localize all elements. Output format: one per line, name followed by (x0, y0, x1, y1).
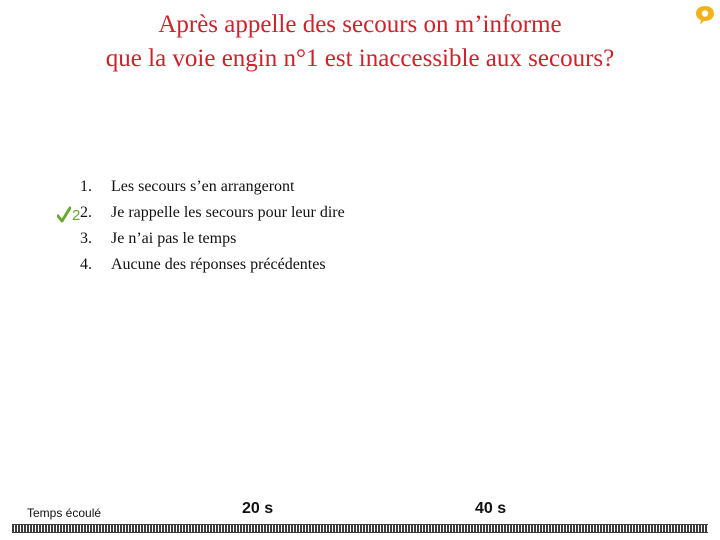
question-line-2: que la voie engin n°1 est inaccessible aux secours? (105, 45, 615, 72)
answer-number: 4. (80, 256, 92, 273)
answer-text: Je n’ai pas le temps (111, 230, 237, 247)
speech-bubble-icon[interactable] (693, 3, 717, 27)
answer-option-2[interactable] (80, 200, 345, 226)
timer-label: Temps écoulé (27, 506, 102, 520)
timer-tick-20: 20 s (242, 500, 274, 517)
answer-count: 2 (72, 206, 81, 224)
timer-tick-40: 40 s (475, 500, 507, 517)
answer-number: 1. (80, 178, 92, 195)
answer-option-1[interactable] (80, 174, 345, 200)
checkmark-icon (57, 206, 71, 224)
answer-option-4[interactable] (80, 252, 345, 278)
answer-text: Les secours s’en arrangeront (111, 178, 295, 195)
answer-number: 3. (80, 230, 92, 247)
answer-number: 2. (80, 204, 92, 221)
timer-progress-bar (12, 524, 708, 533)
answer-text: Je rappelle les secours pour leur dire (111, 204, 345, 221)
answer-count-badge (57, 202, 80, 228)
answer-list (80, 174, 345, 278)
answer-option-3[interactable] (80, 226, 345, 252)
question-title (40, 8, 680, 76)
question-line-1: Après appelle des secours on m’informe (158, 11, 562, 38)
answer-text: Aucune des réponses précédentes (111, 256, 326, 273)
